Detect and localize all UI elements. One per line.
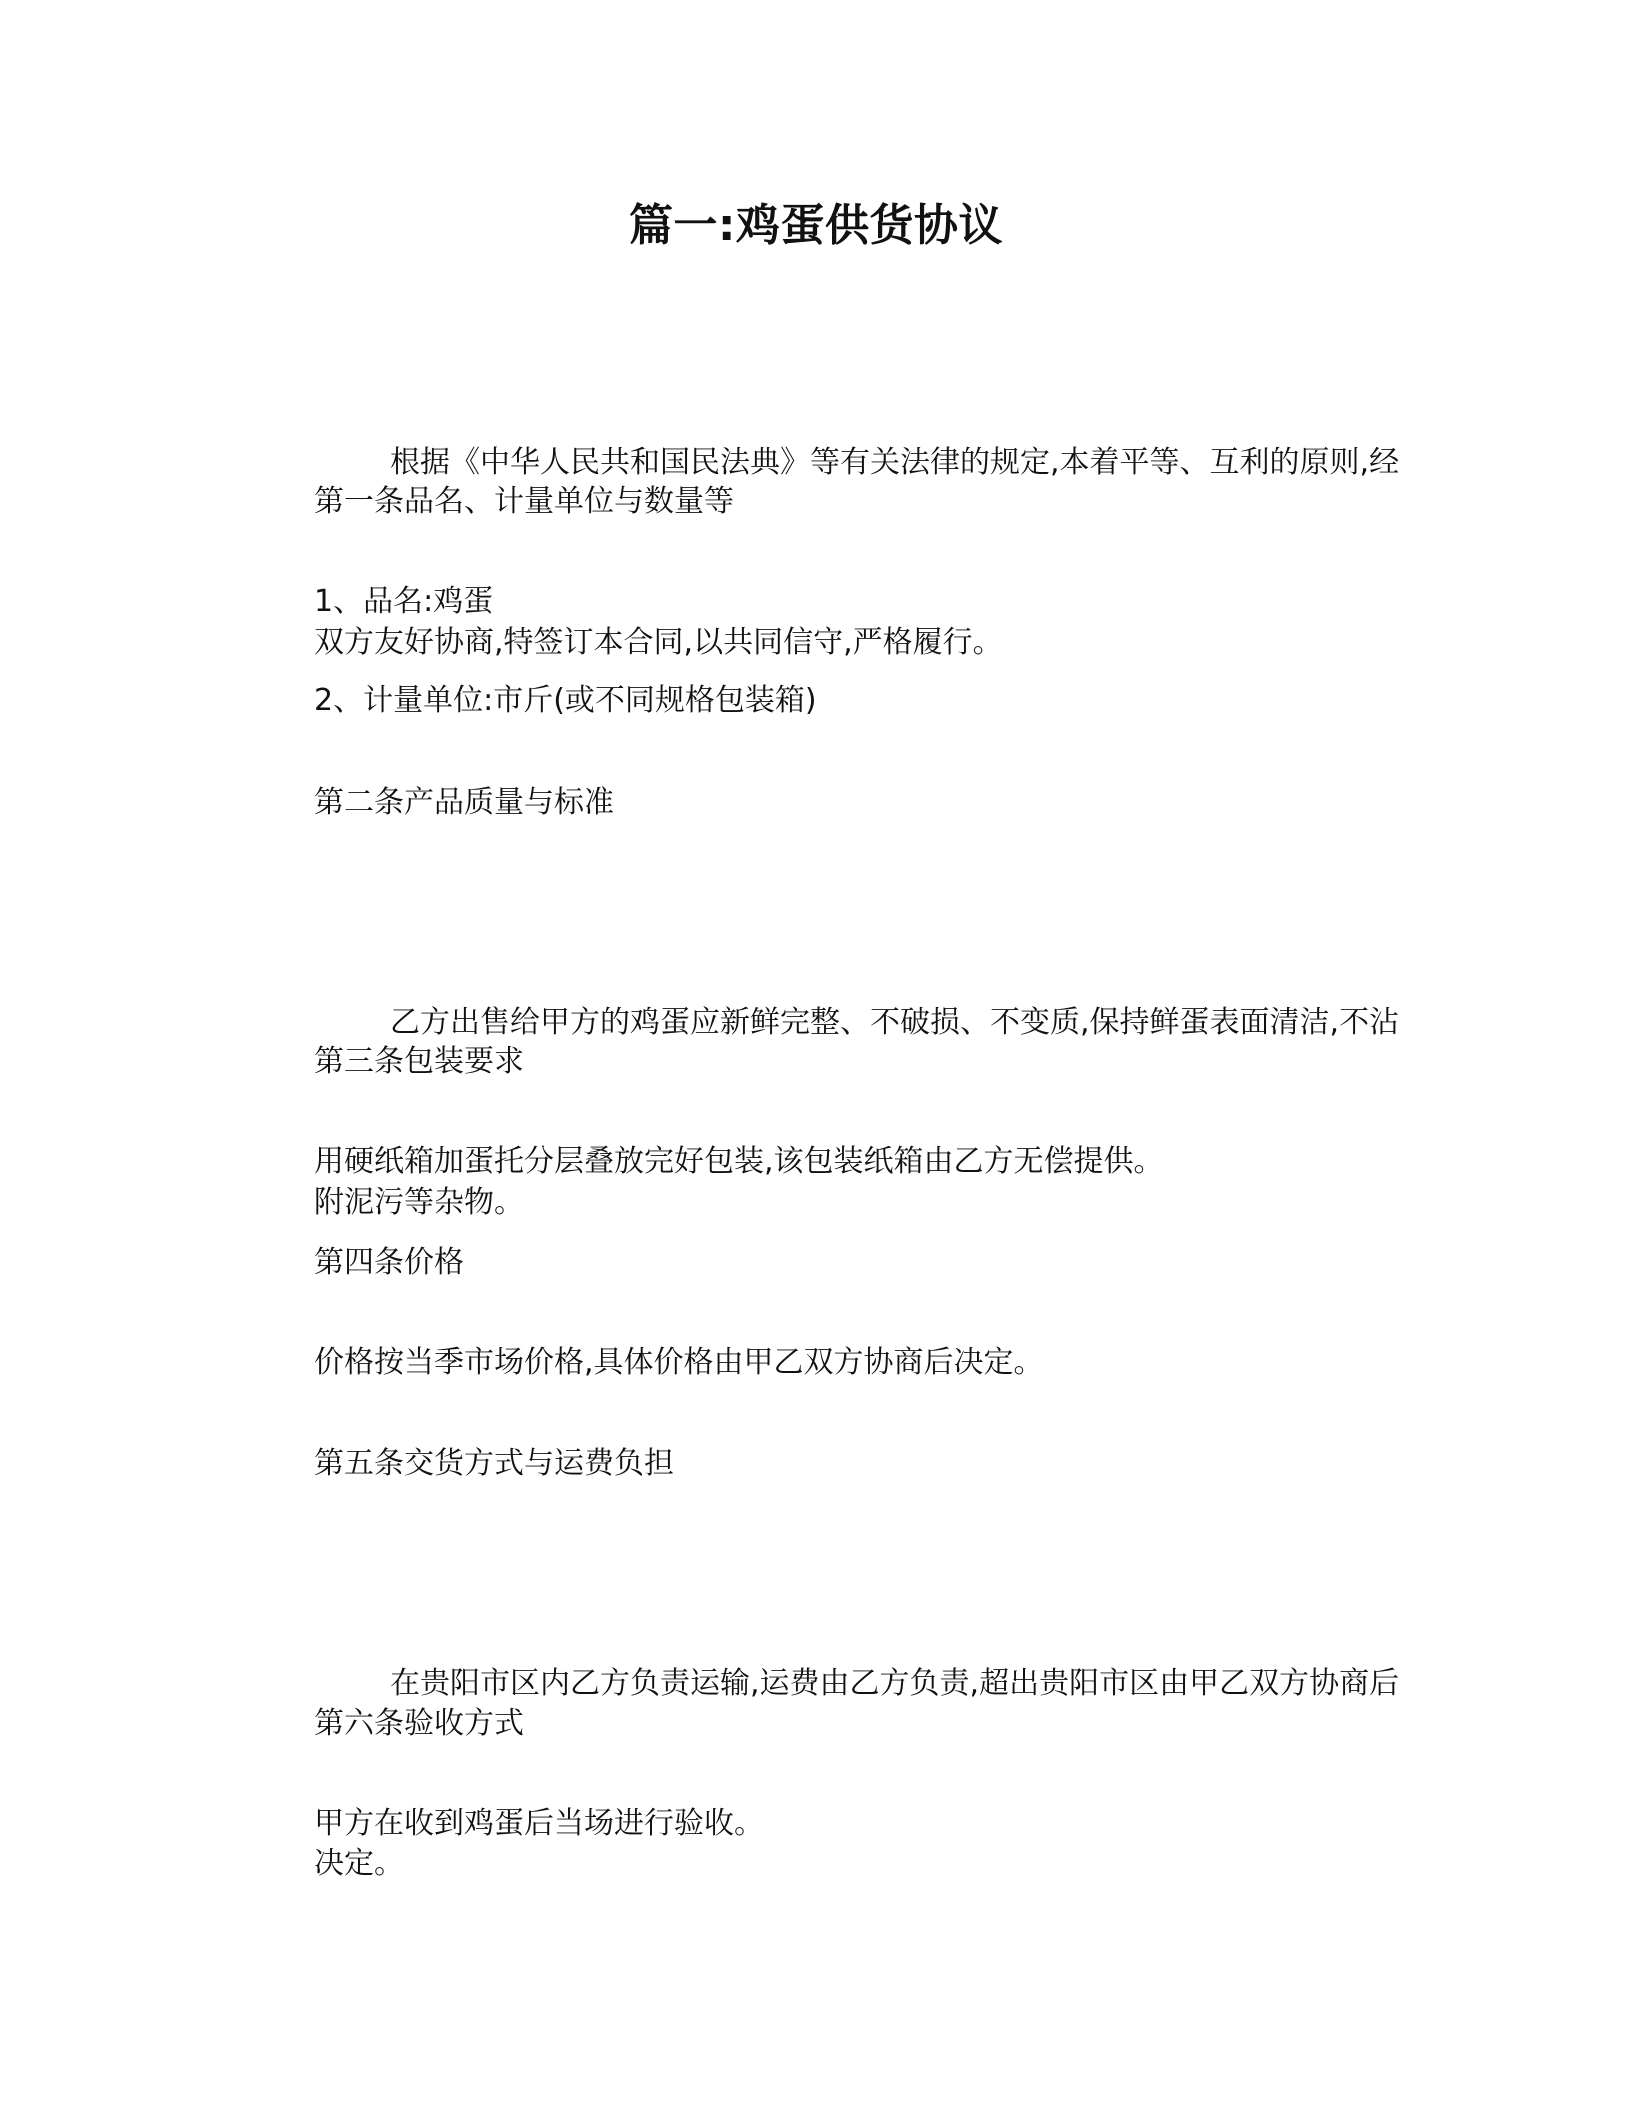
article-5-heading: 第五条交货方式与运费负担 bbox=[314, 1446, 674, 1481]
article-2-line-1: 乙方出售给甲方的鸡蛋应新鲜完整、不破损、不变质,保持鲜蛋表面清洁,不沾 bbox=[390, 1005, 1400, 1040]
article-2-heading: 第二条产品质量与标准 bbox=[314, 785, 614, 820]
article-3-heading: 第三条包装要求 bbox=[314, 1044, 524, 1079]
article-1-item-1: 1、品名:鸡蛋 bbox=[314, 584, 494, 619]
intro-line-1: 根据《中华人民共和国民法典》等有关法律的规定,本着平等、互利的原则,经 bbox=[390, 445, 1400, 480]
article-4-heading: 第四条价格 bbox=[314, 1245, 464, 1280]
intro-line-2: 双方友好协商,特签订本合同,以共同信守,严格履行。 bbox=[314, 625, 1003, 660]
article-5-line-1: 在贵阳市区内乙方负责运输,运费由乙方负责,超出贵阳市区由甲乙双方协商后 bbox=[390, 1666, 1400, 1701]
article-5-paragraph bbox=[238, 1534, 1400, 2014]
article-4-text: 价格按当季市场价格,具体价格由甲乙双方协商后决定。 bbox=[314, 1345, 1044, 1380]
article-2-line-2: 附泥污等杂物。 bbox=[314, 1185, 524, 1220]
article-1-item-2: 2、计量单位:市斤(或不同规格包装箱) bbox=[314, 683, 817, 718]
article-6-heading: 第六条验收方式 bbox=[314, 1706, 524, 1741]
document-title: 篇一:鸡蛋供货协议 bbox=[628, 200, 1004, 251]
article-6-text: 甲方在收到鸡蛋后当场进行验收。 bbox=[314, 1806, 764, 1841]
article-1-heading: 第一条品名、计量单位与数量等 bbox=[314, 484, 734, 519]
article-3-text: 用硬纸箱加蛋托分层叠放完好包装,该包装纸箱由乙方无偿提供。 bbox=[314, 1144, 1164, 1179]
article-5-line-2: 决定。 bbox=[314, 1846, 404, 1881]
